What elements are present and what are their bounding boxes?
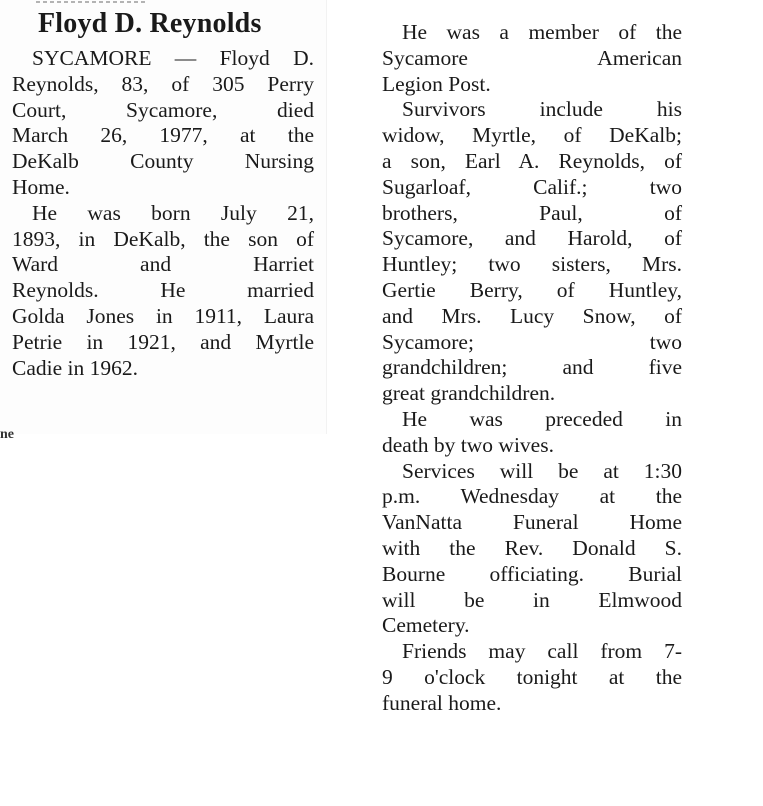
- text-line: grandchildren; and five: [382, 355, 682, 380]
- text-line: brothers, Paul, of: [382, 200, 682, 225]
- text-line: widow, Myrtle, of DeKalb;: [382, 123, 682, 148]
- text-line: March 26, 1977, at the: [12, 123, 314, 148]
- text-line: Sycamore; two: [382, 329, 682, 354]
- text-line: Court, Sycamore, died: [12, 97, 314, 122]
- text-line: Sycamore, and Harold, of: [382, 226, 682, 251]
- clipped-previous-article-edge: [36, 0, 146, 5]
- text-line: will be in Elmwood: [382, 587, 682, 612]
- text-line: funeral home.: [382, 690, 502, 715]
- obituary-headline: Floyd D. Reynolds: [38, 8, 262, 39]
- text-line: Friends may call from 7-: [402, 639, 682, 664]
- text-line: Survivors include his: [402, 97, 682, 122]
- text-line: Sycamore American: [382, 45, 682, 70]
- text-line: 1893, in DeKalb, the son of: [12, 226, 314, 251]
- text-line: Golda Jones in 1911, Laura: [12, 303, 314, 328]
- text-line: Sugarloaf, Calif.; two: [382, 174, 682, 199]
- text-line: Legion Post.: [382, 71, 491, 96]
- text-line: Services will be at 1:30: [402, 458, 682, 483]
- right-column-text: [382, 20, 682, 717]
- text-line: Huntley; two sisters, Mrs.: [382, 252, 682, 277]
- text-line: Petrie in 1921, and Myrtle: [12, 329, 314, 354]
- text-line: great grandchildren.: [382, 381, 556, 406]
- text-line: He was preceded in: [402, 406, 682, 431]
- text-line: p.m. Wednesday at the: [382, 484, 682, 509]
- text-line: Ward and Harriet: [12, 252, 314, 277]
- text-line: Gertie Berry, of Huntley,: [382, 277, 682, 302]
- text-line: DeKalb County Nursing: [12, 149, 314, 174]
- text-line: Home.: [12, 174, 70, 199]
- left-column-text: [12, 46, 314, 381]
- right-column: [356, 0, 692, 806]
- text-line: with the Rev. Donald S.: [382, 535, 682, 560]
- text-line: death by two wives.: [382, 432, 554, 457]
- text-line: VanNatta Funeral Home: [382, 510, 682, 535]
- text-line: Cemetery.: [382, 613, 470, 638]
- text-line: 9 o'clock tonight at the: [382, 664, 682, 689]
- text-line: a son, Earl A. Reynolds, of: [382, 148, 682, 173]
- text-line: Reynolds, 83, of 305 Perry: [12, 71, 314, 96]
- text-line: He was a member of the: [402, 20, 682, 44]
- text-line: SYCAMORE — Floyd D.: [32, 46, 314, 70]
- text-line: Bourne officiating. Burial: [382, 561, 682, 586]
- text-line: He was born July 21,: [32, 200, 314, 225]
- column-divider: [326, 0, 327, 434]
- text-line: Cadie in 1962.: [12, 355, 138, 380]
- clipped-next-article-fragment: ne: [0, 427, 14, 442]
- left-column: [0, 0, 326, 434]
- text-line: Reynolds. He married: [12, 278, 314, 303]
- text-line: and Mrs. Lucy Snow, of: [382, 303, 682, 328]
